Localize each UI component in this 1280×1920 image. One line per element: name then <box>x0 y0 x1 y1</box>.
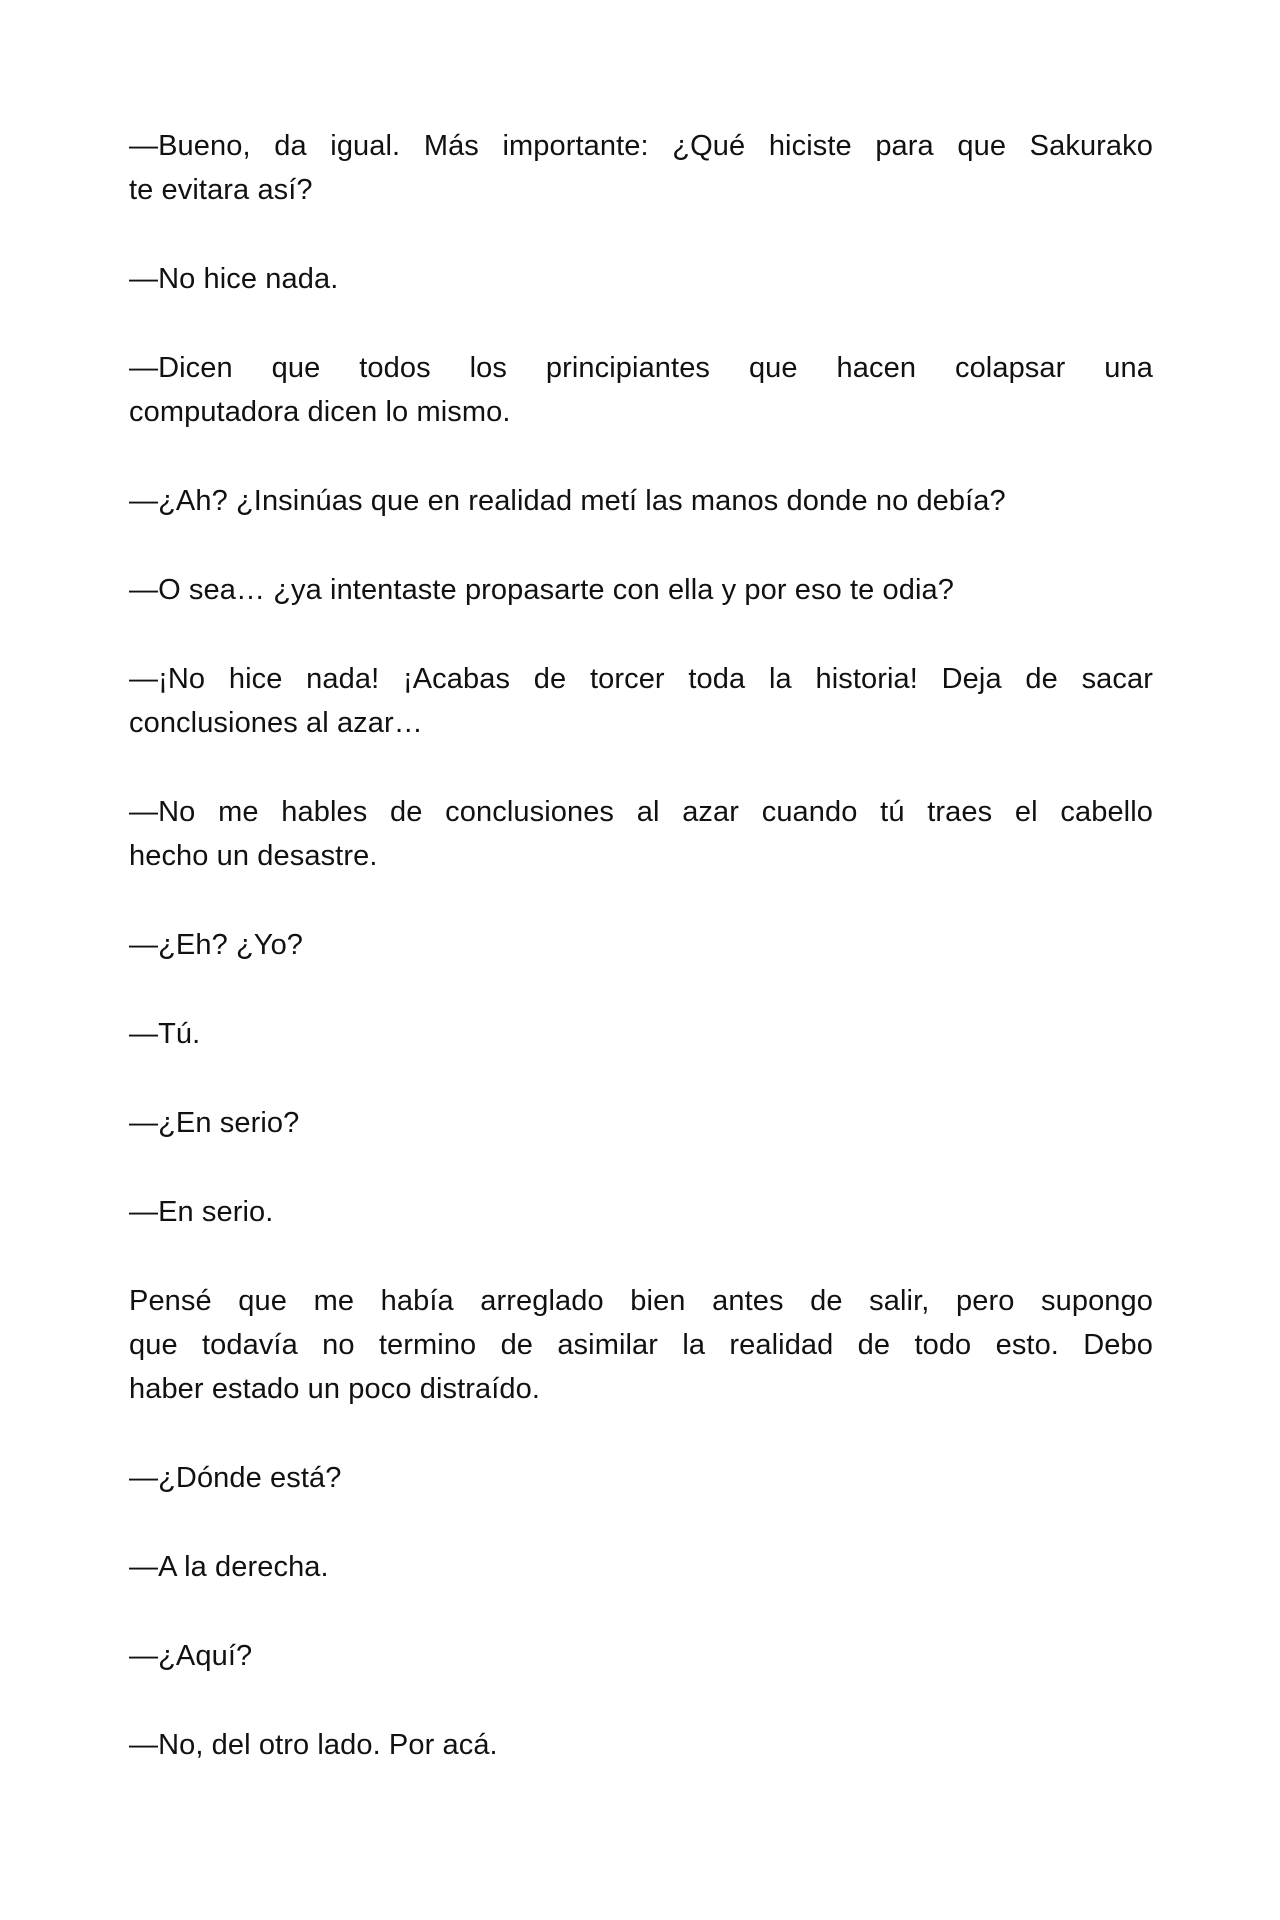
text-line: —Dicen que todos los principiantes que hacen colapsar una <box>129 352 1153 384</box>
text-line: Pensé que me había arreglado bien antes de salir, pero supongo <box>129 1285 1153 1317</box>
paragraph <box>129 1545 1153 1589</box>
paragraph <box>129 1634 1153 1678</box>
paragraph <box>129 479 1153 523</box>
paragraph <box>129 1723 1153 1767</box>
text-line: hecho un desastre. <box>129 840 378 872</box>
paragraph <box>129 923 1153 967</box>
text-line: conclusiones al azar… <box>129 707 423 739</box>
text-line: —A la derecha. <box>129 1551 329 1583</box>
text-line: te evitara así? <box>129 174 313 206</box>
text-line: —No me hables de conclusiones al azar cuando tú traes el cabello <box>129 796 1153 828</box>
paragraph <box>129 1190 1153 1234</box>
paragraph <box>129 346 1153 434</box>
paragraph <box>129 568 1153 612</box>
paragraph <box>129 1101 1153 1145</box>
text-line: —¡No hice nada! ¡Acabas de torcer toda la historia! Deja de sacar <box>129 663 1153 695</box>
text-line: computadora dicen lo mismo. <box>129 396 511 428</box>
paragraph <box>129 1279 1153 1411</box>
text-line: haber estado un poco distraído. <box>129 1373 540 1405</box>
text-line: —¿Dónde está? <box>129 1462 342 1494</box>
paragraph <box>129 790 1153 878</box>
paragraph <box>129 1012 1153 1056</box>
text-line: —¿Aquí? <box>129 1640 253 1672</box>
paragraph <box>129 124 1153 212</box>
text-line: —¿En serio? <box>129 1107 300 1139</box>
text-line: —¿Eh? ¿Yo? <box>129 929 304 961</box>
text-line: —En serio. <box>129 1196 274 1228</box>
text-line: —Tú. <box>129 1018 201 1050</box>
text-line: que todavía no termino de asimilar la realidad de todo esto. Debo <box>129 1329 1153 1361</box>
paragraph <box>129 257 1153 301</box>
text-line: —O sea… ¿ya intentaste propasarte con ella y por eso te odia? <box>129 574 954 606</box>
text-line: —No hice nada. <box>129 263 339 295</box>
text-line: —¿Ah? ¿Insinúas que en realidad metí las manos donde no debía? <box>129 485 1006 517</box>
text-line: —Bueno, da igual. Más importante: ¿Qué hiciste para que Sakurako <box>129 130 1153 162</box>
paragraph <box>129 1456 1153 1500</box>
paragraph <box>129 657 1153 745</box>
text-line: —No, del otro lado. Por acá. <box>129 1729 498 1761</box>
